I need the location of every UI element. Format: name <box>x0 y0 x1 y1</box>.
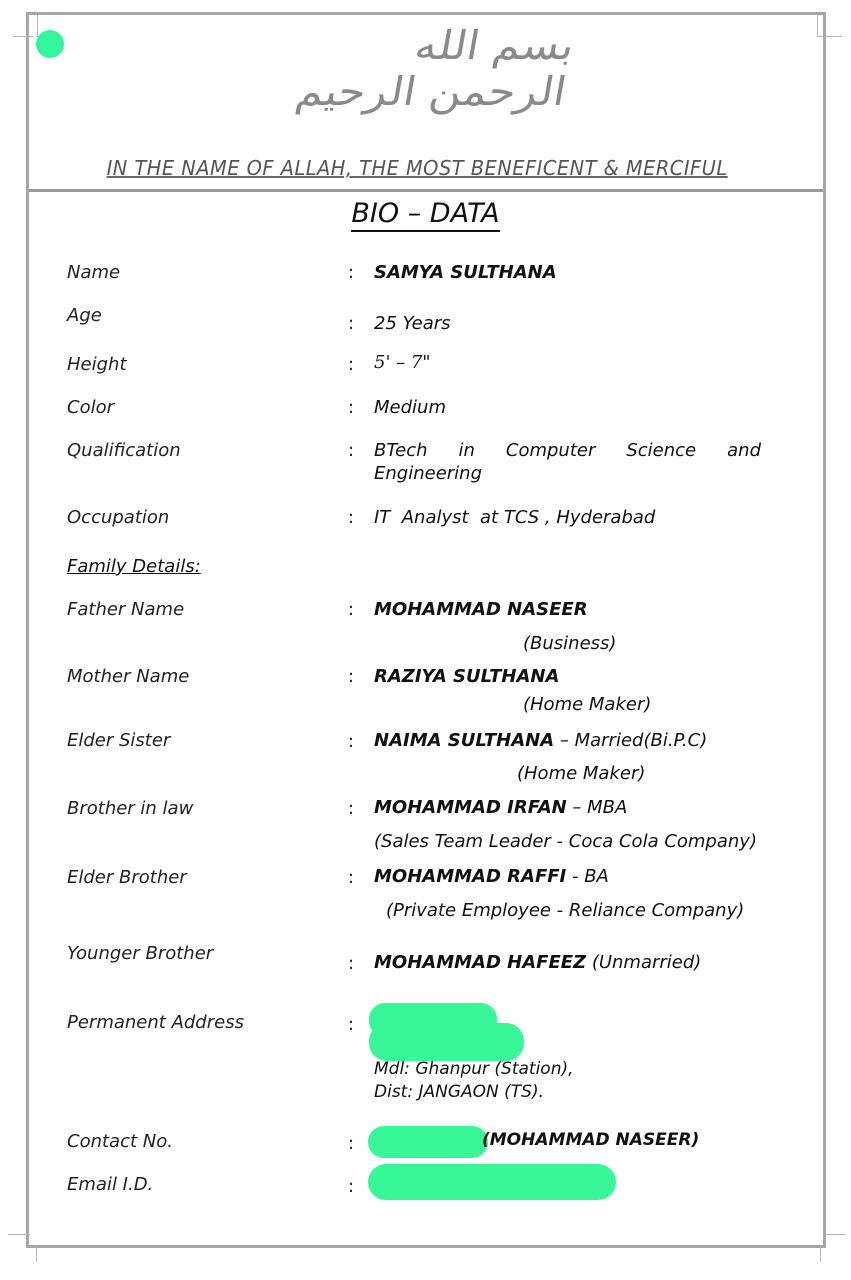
mother-value: RAZIYA SULTHANA <box>374 666 560 687</box>
separator: : <box>348 262 355 283</box>
younger-brother-label: Younger Brother <box>67 943 214 964</box>
elder-brother-value <box>374 866 609 887</box>
qualification-word: Computer <box>505 440 596 461</box>
page-title-text: BIO – DATA <box>351 198 499 232</box>
father-label: Father Name <box>67 599 185 620</box>
brother-in-law-label: Brother in law <box>67 798 194 819</box>
qualification-label: Qualification <box>67 440 181 461</box>
separator: : <box>348 798 355 819</box>
separator: : <box>348 507 355 528</box>
address-mandal: Mdl: Ghanpur (Station), <box>374 1059 574 1079</box>
elder-brother-education: - BA <box>566 866 609 887</box>
qualification-word: Science <box>626 440 697 461</box>
crop-mark-bottom-left-v <box>36 1246 37 1262</box>
separator: : <box>348 313 355 334</box>
crop-mark-top-right-v <box>817 15 818 37</box>
crop-mark-bottom-left-h <box>8 1234 30 1235</box>
elder-sister-occupation: (Home Maker) <box>517 763 646 784</box>
contact-label: Contact No. <box>67 1131 173 1152</box>
header-motto: IN THE NAME OF ALLAH, THE MOST BENEFICENT & MERCIFUL <box>106 156 728 180</box>
separator: : <box>348 397 355 418</box>
color-value: Medium <box>374 397 446 418</box>
address-label: Permanent Address <box>67 1012 244 1033</box>
header-divider <box>29 189 823 192</box>
elder-sister-value <box>374 730 707 751</box>
redaction-mark <box>368 1164 616 1200</box>
brother-in-law-occupation: (Sales Team Leader - Coca Cola Company) <box>374 831 757 852</box>
crop-mark-top-left-v <box>37 15 38 37</box>
qualification-word: and <box>727 440 761 461</box>
height-label: Height <box>67 354 127 375</box>
name-value: SAMYA SULTHANA <box>374 262 557 283</box>
elder-brother-name: MOHAMMAD RAFFI <box>374 866 567 887</box>
younger-brother-status: (Unmarried) <box>586 952 702 973</box>
occupation-label: Occupation <box>67 507 170 528</box>
age-value: 25 Years <box>374 313 451 334</box>
email-label: Email I.D. <box>67 1174 154 1195</box>
crop-mark-top-right-h <box>818 36 842 37</box>
separator: : <box>348 953 355 974</box>
brother-in-law-value <box>374 797 627 818</box>
height-value: 5' – 7" <box>374 352 431 373</box>
elder-sister-label: Elder Sister <box>67 730 171 751</box>
separator: : <box>348 440 355 461</box>
separator: : <box>348 1133 355 1154</box>
page-title <box>0 198 851 229</box>
address-district: Dist: JANGAON (TS). <box>374 1082 544 1102</box>
qualification-word: in <box>458 440 475 461</box>
crop-mark-top-left-h <box>13 36 33 37</box>
separator: : <box>348 867 355 888</box>
mother-occupation: (Home Maker) <box>523 694 652 715</box>
bismillah-calligraphy: بسم الله الرحمن الرحيم <box>292 23 579 115</box>
name-label: Name <box>67 262 121 283</box>
occupation-value: IT Analyst at TCS , Hyderabad <box>374 507 656 528</box>
elder-brother-occupation: (Private Employee - Reliance Company) <box>386 900 745 921</box>
age-label: Age <box>67 305 102 326</box>
mother-label: Mother Name <box>67 666 190 687</box>
brother-in-law-education: – MBA <box>566 797 628 818</box>
qualification-word: BTech <box>374 440 428 461</box>
younger-brother-name: MOHAMMAD HAFEEZ <box>374 952 587 973</box>
crop-mark-bottom-right-v <box>820 1246 821 1262</box>
redaction-mark <box>368 1126 488 1158</box>
separator: : <box>348 1176 355 1197</box>
brother-in-law-name: MOHAMMAD IRFAN <box>374 797 567 818</box>
contact-person: (MOHAMMAD NASEER) <box>482 1130 700 1150</box>
separator: : <box>348 731 355 752</box>
separator: : <box>348 666 355 687</box>
green-marker-dot <box>36 30 64 58</box>
younger-brother-value <box>374 952 701 973</box>
father-occupation: (Business) <box>523 633 617 654</box>
crop-mark-bottom-right-h <box>826 1234 846 1235</box>
qualification-line2: Engineering <box>374 463 482 484</box>
elder-sister-education: – Married(Bi.P.C) <box>554 730 708 751</box>
separator: : <box>348 1014 355 1035</box>
family-details-heading: Family Details: <box>67 556 201 577</box>
color-label: Color <box>67 397 114 418</box>
elder-brother-label: Elder Brother <box>67 867 187 888</box>
redaction-mark <box>369 1023 524 1061</box>
father-value: MOHAMMAD NASEER <box>374 599 588 620</box>
qualification-value <box>374 440 761 484</box>
separator: : <box>348 599 355 620</box>
elder-sister-name: NAIMA SULTHANA <box>374 730 555 751</box>
separator: : <box>348 354 355 375</box>
